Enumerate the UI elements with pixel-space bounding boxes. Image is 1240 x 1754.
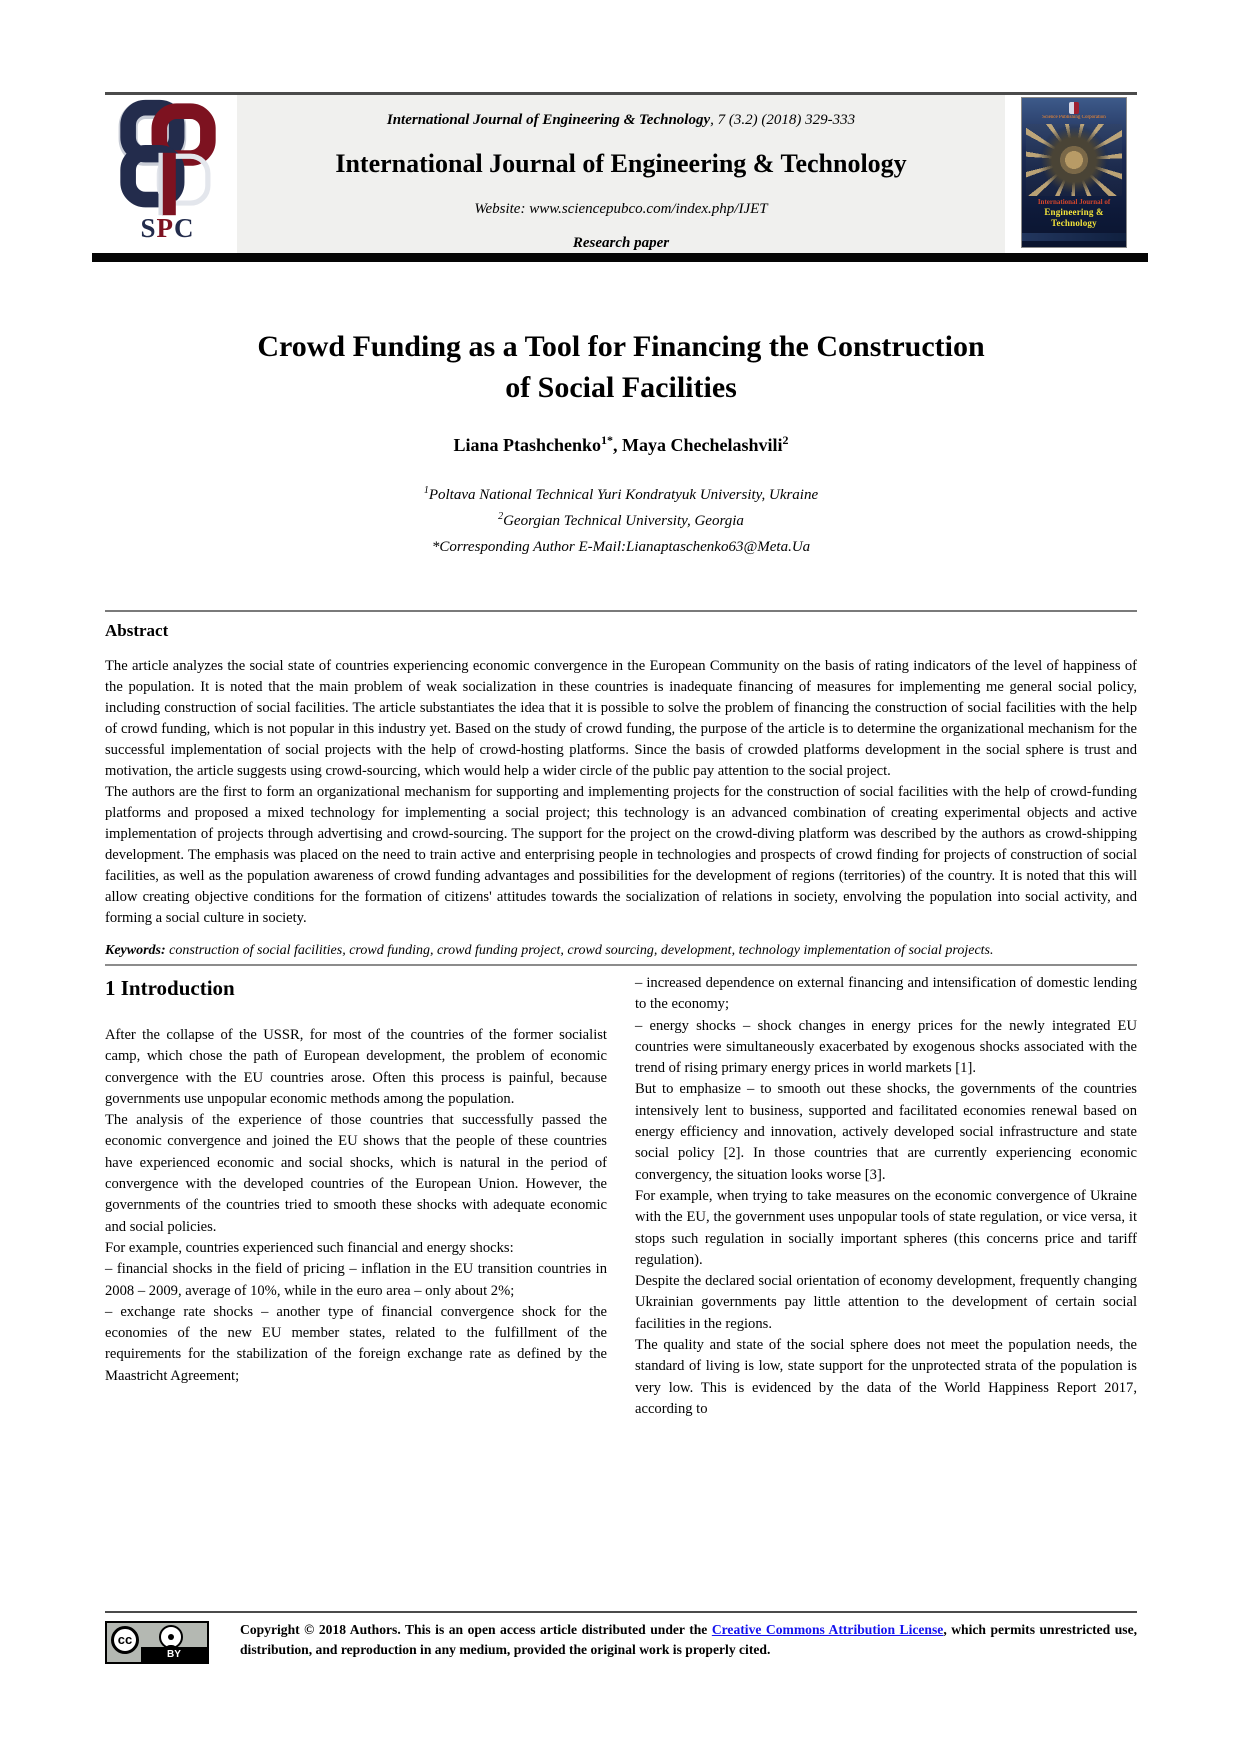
introduction-heading: 1 Introduction (105, 976, 235, 1000)
abstract-paragraph-1: The article analyzes the social state of countries experiencing economic convergence in the European Community on the basis of rating indicators of the level of happiness of the population. It is noted that the main problem of weak socialization in these countries is inadequate financing of measures for implementing me general social policy, including construction of social facilities. The article substantiates the idea that it is possible to solve the problem of financing the construction of social facilities with the help of crowd funding, which is not popular in this industry yet. Based on the study of crowd funding, the purpose of the article is to determine the organizational mechanism for the successful implementation of social projects with the help of crowd-hosting platforms. Since the basis of crowded platforms development in the social sphere is trust and motivation, the article suggests using crowd-sourcing, which would help a wider circle of the public pay attention to the social project. (105, 658, 1137, 779)
affiliations (105, 480, 1137, 558)
right-paragraph-3: But to emphasize – to smooth out these shocks, the governments of the countries intensively lent to business, supported and facilitated economies renewal based on energy efficiency and innovation, actively developed social infrastructure and state social policy [2]. In those countries that are currently experiencing economic convergency, the situation looks worse [3]. (635, 1081, 1137, 1183)
author-2-superscript: 2 (782, 433, 789, 447)
cc-by-label: BY (141, 1647, 207, 1662)
header-divider-bar (92, 253, 1148, 262)
creative-commons-license-link[interactable]: Creative Commons Attribution License (711, 1622, 944, 1637)
keywords-line (105, 941, 1137, 961)
author-1-superscript: 1* (601, 433, 614, 447)
two-column-section (105, 973, 1137, 1420)
cc-by-license-badge (105, 1621, 209, 1664)
left-paragraph-2: The analysis of the experience of those countries that successfully passed the economic convergence and joined the EU shows that the people of these countries have experienced economic and social shocks, which is natural in the period of convergence with the developed countries of the European Union. However, the governments of the countries tried to smooth these shocks with adequate economic and social policies. (105, 1112, 607, 1235)
spc-logo-icon (116, 99, 220, 217)
cover-mini-logo-icon (1069, 102, 1079, 114)
copyright-notice: Copyright © 2018 Authors. This is an open access article distributed under the Creative Commons Attribution License, which permits unrestricted use, distribution, and reproduction in any medium, provided the original work is properly cited. (240, 1622, 1137, 1657)
spc-logo-text: SPC (140, 213, 195, 243)
attribution-person-icon (159, 1625, 183, 1649)
right-paragraph-4: For example, when trying to take measures on the economic convergence of Ukraine with the EU, the government uses unpopular tools of state regulation, or vice versa, it stops such regulation in socially important spheres (this concerns price and tariff regulation). (635, 1187, 1137, 1268)
corresponding-author-line: *Corresponding Author E-Mail:Lianaptaschenko63@Meta.Ua (431, 539, 811, 555)
right-column (635, 973, 1137, 1420)
publisher-logo (105, 99, 230, 249)
affiliation-1: $^1$Poltava National Technical Yuri Kondratyuk University, Ukraine (423, 485, 819, 503)
journal-name: International Journal of Engineering & Technology (335, 149, 907, 178)
right-paragraph-2: – energy shocks – shock changes in energy prices for the newly integrated EU countries were simultaneously exacerbated by exogenous shocks associated with the trend of rising primary energy prices in world markets [1]. (635, 1017, 1137, 1077)
journal-website: Website: www.sciencepubco.com/index.php/IJET (474, 201, 768, 217)
abstract-paragraph-2: The authors are the first to form an organizational mechanism for supporting and implementing projects for the construction of social facilities with the help of crowd-funding platforms and proposed a mixed technology for implementing a social project; this technology is an advanced combination of creating experimental objects and active implementation of projects through advertising and crowd-sourcing. The support for the project on the crowd-diving platform was described by the authors as crowd-shipping development. The emphasis was placed on the need to train active and enterprising people in technologies and prospects of crowd finding for projects of construction of social facilities, as well as the population awareness of crowd funding advantages and possibilities for the development of regions (territories) of the country. It is noted that this will allow creating objective conditions for the formation of citizens' attitudes towards the socialization of relations in society, envolving the population into social activity, and forming a social culture in society. (105, 784, 1137, 926)
cover-title-line2: Engineering & Technology (1044, 207, 1104, 228)
affiliation-2: $^2$Georgian Technical University, Georgia (498, 511, 744, 529)
article-body (105, 262, 1137, 1420)
journal-cover-thumbnail (1021, 97, 1127, 248)
keywords-label: Keywords: (105, 943, 166, 958)
left-column (105, 973, 607, 1420)
cc-icon: cc (111, 1626, 139, 1654)
keywords-bottom-rule (105, 964, 1137, 966)
right-paragraph-5: Despite the declared social orientation of economy development, frequently changing Ukrainian governments pay little attention to the development of certain social facilities in the regions. (635, 1273, 1137, 1332)
article-title: Crowd Funding as a Tool for Financing the Construction of Social Facilities (257, 330, 985, 404)
abstract-top-rule (105, 610, 1137, 612)
citation-line: International Journal of Engineering & Technology, 7 (3.2) (2018) 329-333 (386, 112, 856, 128)
abstract-text (105, 656, 1137, 929)
author-2: Maya Chechelashvili (622, 435, 783, 455)
author-1: Liana Ptashchenko (453, 435, 602, 455)
keywords-text: construction of social facilities, crowd funding, crowd funding project, crowd sourcing, development, technology implementation of social projects. (165, 943, 994, 958)
paper-type-label: Research paper (572, 235, 670, 251)
left-paragraph-4: – financial shocks in the field of pricing – inflation in the EU transition countries in 2008 – 2009, average of 10%, while in the euro area – only about 2%; (105, 1261, 607, 1299)
cover-bottom-strip (1022, 233, 1126, 241)
footer-rule (105, 1611, 1137, 1613)
right-paragraph-6: The quality and state of the social sphere does not meet the population needs, the standard of living is low, state support for the unprotected strata of the population is very low. This is evidenced by the data of the World Happiness Report 2017, according to (635, 1337, 1137, 1417)
left-paragraph-1: After the collapse of the USSR, for most of the countries of the former socialist camp, which chose the path of European development, the problem of economic convergence with the EU countries arose. Often this process is painful, because governments use unpopular economic methods among the population. (105, 1027, 607, 1107)
left-paragraph-5: – exchange rate shocks – another type of financial convergence shock for the economies of the new EU member states, related to the fulfillment of the requirements for the stabilization of the foreign exchange rate as defined by the Maastricht Agreement; (105, 1303, 607, 1384)
left-paragraph-3: For example, countries experienced such financial and energy shocks: (105, 1239, 514, 1256)
journal-header-box (237, 95, 1005, 253)
right-paragraph-1: – increased dependence on external financing and intensification of domestic lending to the economy; (635, 975, 1137, 1013)
cover-machinery-image (1026, 124, 1122, 196)
abstract-heading: Abstract (105, 621, 169, 640)
authors-line: Liana Ptashchenko$^{1*}$, Maya Chechelashvili$^2$ (453, 433, 789, 455)
cover-publisher-band: Science Publishing Corporation (1042, 115, 1106, 120)
cover-title-line1: International Journal of (1037, 198, 1111, 206)
